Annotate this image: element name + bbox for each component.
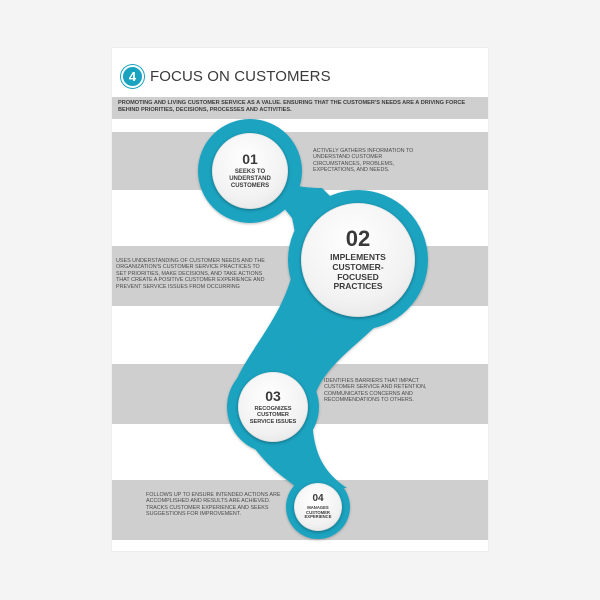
step-description-03: IDENTIFIES BARRIERS THAT IMPACT CUSTOMER SERVICE AND RETENTION, COMMUNICATES CONCERNS AND RECOMMENDATIONS TO OTHERS. — [324, 378, 427, 404]
step-label-03: RECOGNIZES CUSTOMER SERVICE ISSUES — [249, 405, 297, 425]
infographic-poster — [112, 48, 488, 551]
step-description-01: ACTIVELY GATHERS INFORMATION TO UNDERSTAND CUSTOMER CIRCUMSTANCES, PROBLEMS, EXPECTATIONS, AND NEEDS. — [313, 148, 414, 174]
step-label-04: MANAGES CUSTOMER EXPERIENCE — [304, 504, 332, 520]
step-number-02: 02 — [345, 225, 371, 251]
step-number-01: 01 — [242, 151, 258, 168]
step-circle-02 — [301, 203, 415, 317]
section-number-badge: 4 — [121, 65, 144, 88]
step-description-02: USES UNDERSTANDING OF CUSTOMER NEEDS AND THE ORGANIZATION'S CUSTOMER SERVICE PRACTICES TO SET PRIORITIES, MAKE DECISIONS, AND TAKE ACTIONS THAT CREATE A POSITIVE CUSTOMER EXPERIENCE AND PREVENT SERVICE ISSUES FROM OCCURRING — [116, 258, 265, 290]
step-label-01: SEEKS TO UNDERSTAND CUSTOMERS — [229, 169, 271, 189]
step-description-04: FOLLOWS UP TO ENSURE INTENDED ACTIONS ARE ACCOMPLISHED AND RESULTS ARE ACHIEVED. TRACKS CUSTOMER EXPERIENCE AND SEEKS SUGGESTIONS FOR IMPROVEMENT. — [146, 492, 281, 518]
section-title: FOCUS ON CUSTOMERS — [150, 67, 331, 85]
step-label-02: IMPLEMENTS CUSTOMER-FOCUSED PRACTICES — [330, 251, 386, 292]
step-number-03: 03 — [265, 387, 281, 404]
step-circle-03 — [238, 372, 308, 442]
step-number-04: 04 — [312, 492, 324, 504]
connector-shape — [112, 48, 488, 551]
intro-text: PROMOTING AND LIVING CUSTOMER SERVICE AS A VALUE. ENSURING THAT THE CUSTOMER'S NEEDS ARE A DRIVING FORCE BEHIND PRIORITIES, DECISIONS, PROCESSES AND ACTIVITIES. — [118, 100, 466, 113]
step-circle-04 — [294, 483, 342, 531]
step-circle-01 — [212, 133, 288, 209]
